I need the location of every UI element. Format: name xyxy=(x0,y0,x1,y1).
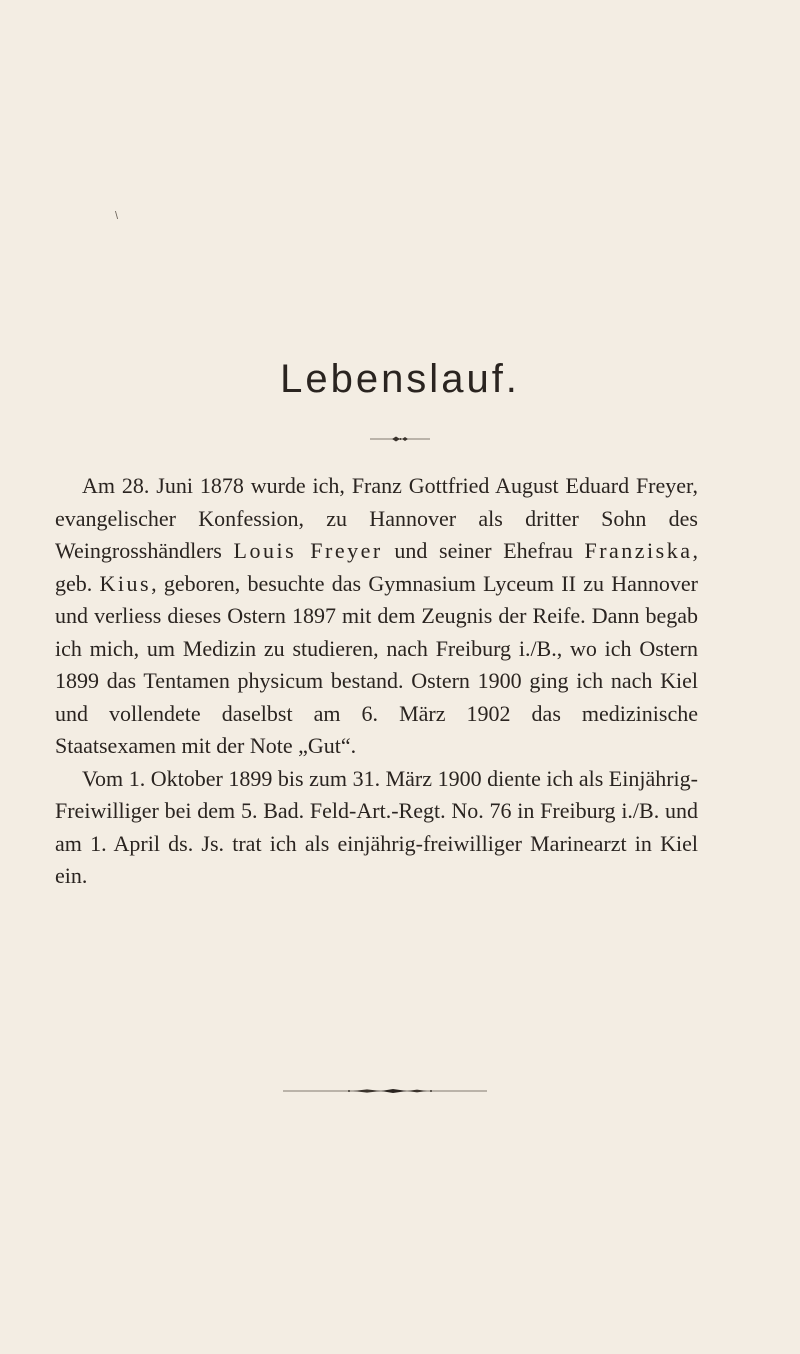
text-segment: , geb. xyxy=(55,538,698,596)
title-divider-ornament xyxy=(370,434,430,444)
biography-text xyxy=(55,470,698,893)
text-segment: Am 28. Juni 1878 wurde ich, Franz Gottfried August Eduard Freyer, evangelischer Konfession, zu Hannover als dritter Sohn des Weingrosshändlers xyxy=(55,473,698,563)
emphasized-name: Louis Freyer xyxy=(233,538,383,563)
paragraph xyxy=(55,763,698,893)
page-title: Lebenslauf. xyxy=(280,357,520,401)
closing-divider-ornament xyxy=(283,1086,487,1096)
emphasized-name: Kius xyxy=(99,570,152,596)
text-segment: , geboren, besuchte das Gymnasium Lyceum II zu Hannover und verliess dieses Ostern 1897 mit dem Zeugnis der Reife. Dann begab ich mich, um Medizin zu studieren, nach Freiburg i./B., wo ich Ostern 1899 das Tentamen physicum bestand. Ostern 1900 ging ich nach Kiel und vollendete daselbst am 6. März 1902 das medizinische Staatsexamen mit der Note „Gut“. xyxy=(55,570,699,758)
text-segment: Vom 1. Oktober 1899 bis zum 31. März 1900 diente ich als Einjährig-Freiwilliger bei dem 5. Bad. Feld-Art.-Regt. No. 76 in Freiburg i./B. und am 1. April ds. Js. trat ich als einjährig-freiwilliger Marinearzt in Kiel ein. xyxy=(55,765,698,888)
text-segment: und seiner Ehefrau xyxy=(382,538,585,563)
emphasized-name: Franziska xyxy=(584,538,693,563)
margin-mark: \ xyxy=(115,210,119,222)
paragraph xyxy=(55,470,698,763)
